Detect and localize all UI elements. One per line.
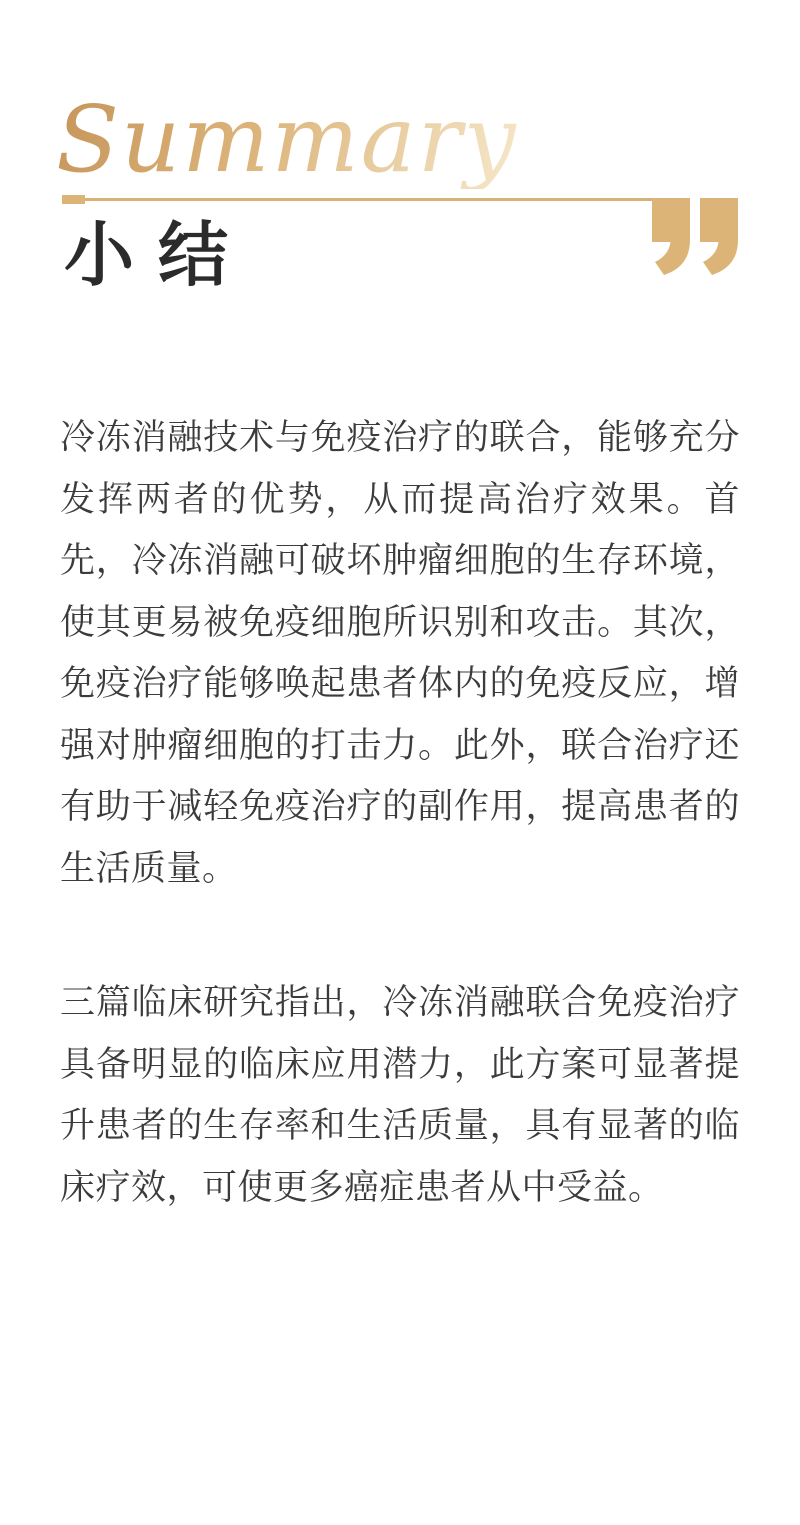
article-body bbox=[60, 407, 740, 1218]
section-title-english: Summary bbox=[56, 86, 518, 193]
paragraph-1: 冷冻消融技术与免疫治疗的联合，能够充分发挥两者的优势，从而提高治疗效果。首先，冷冻消融可破坏肿瘤细胞的生存环境，使其更易被免疫细胞所识别和攻击。其次，免疫治疗能够唤起患者体内的免疫反应，增强对肿瘤细胞的打击力。此外，联合治疗还有助于减轻免疫治疗的副作用，提高患者的生活质量。 bbox=[60, 418, 740, 888]
section-title-chinese: 小结 bbox=[64, 218, 252, 295]
gold-divider-line bbox=[62, 198, 653, 201]
paragraph-2: 三篇临床研究指出，冷冻消融联合免疫治疗具备明显的临床应用潜力，此方案可显著提升患者的生存率和生活质量，具有显著的临床疗效，可使更多癌症患者从中受益。 bbox=[60, 983, 740, 1207]
divider-cap bbox=[62, 195, 85, 204]
closing-quote-icon bbox=[652, 198, 740, 275]
